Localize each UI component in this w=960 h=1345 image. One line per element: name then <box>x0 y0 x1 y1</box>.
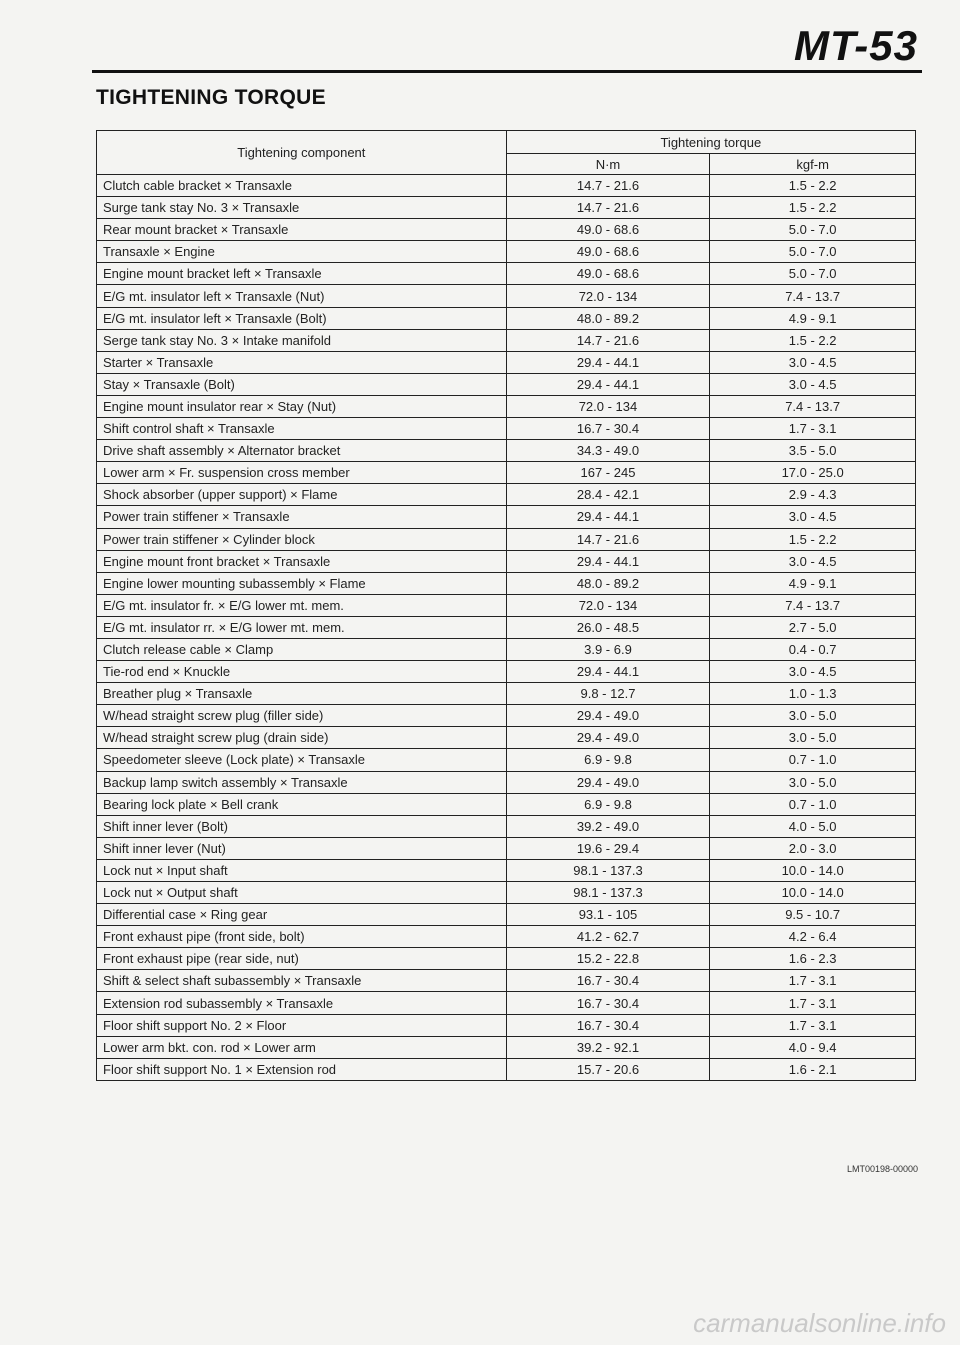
component-cell: W/head straight screw plug (drain side) <box>97 727 507 749</box>
nm-cell: 29.4 - 44.1 <box>506 661 710 683</box>
header-kgfm: kgf-m <box>710 154 916 175</box>
component-cell: Engine lower mounting subassembly × Flame <box>97 572 507 594</box>
component-cell: Engine mount front bracket × Transaxle <box>97 550 507 572</box>
table-row <box>97 793 916 815</box>
nm-cell: 41.2 - 62.7 <box>506 926 710 948</box>
nm-cell: 14.7 - 21.6 <box>506 528 710 550</box>
watermark: carmanualsonline.info <box>693 1308 946 1338</box>
header-torque: Tightening torque <box>506 131 915 154</box>
nm-cell: 49.0 - 68.6 <box>506 241 710 263</box>
torque-table <box>96 130 916 1081</box>
nm-cell: 34.3 - 49.0 <box>506 440 710 462</box>
kgfm-cell: 10.0 - 14.0 <box>710 882 916 904</box>
kgfm-cell: 5.0 - 7.0 <box>710 219 916 241</box>
table-row <box>97 683 916 705</box>
table-row <box>97 661 916 683</box>
table-row <box>97 638 916 660</box>
nm-cell: 29.4 - 44.1 <box>506 373 710 395</box>
component-cell: Bearing lock plate × Bell crank <box>97 793 507 815</box>
component-cell: Clutch cable bracket × Transaxle <box>97 175 507 197</box>
component-cell: Backup lamp switch assembly × Transaxle <box>97 771 507 793</box>
kgfm-cell: 2.7 - 5.0 <box>710 616 916 638</box>
table-row <box>97 219 916 241</box>
kgfm-cell: 3.0 - 4.5 <box>710 661 916 683</box>
kgfm-cell: 1.0 - 1.3 <box>710 683 916 705</box>
kgfm-cell: 4.9 - 9.1 <box>710 572 916 594</box>
table-row <box>97 727 916 749</box>
table-row <box>97 395 916 417</box>
component-cell: Power train stiffener × Cylinder block <box>97 528 507 550</box>
nm-cell: 29.4 - 44.1 <box>506 506 710 528</box>
figure-code: LMT00198-00000 <box>846 1164 918 1174</box>
table-row <box>97 329 916 351</box>
nm-cell: 93.1 - 105 <box>506 904 710 926</box>
kgfm-cell: 5.0 - 7.0 <box>710 241 916 263</box>
table-row <box>97 837 916 859</box>
header-nm: N·m <box>506 154 710 175</box>
kgfm-cell: 3.0 - 4.5 <box>710 506 916 528</box>
nm-cell: 39.2 - 92.1 <box>506 1036 710 1058</box>
kgfm-cell: 3.0 - 4.5 <box>710 550 916 572</box>
table-row <box>97 594 916 616</box>
nm-cell: 28.4 - 42.1 <box>506 484 710 506</box>
table-body <box>97 175 916 1081</box>
component-cell: Lock nut × Input shaft <box>97 859 507 881</box>
kgfm-cell: 3.0 - 4.5 <box>710 373 916 395</box>
component-cell: Surge tank stay No. 3 × Transaxle <box>97 197 507 219</box>
kgfm-cell: 0.4 - 0.7 <box>710 638 916 660</box>
component-cell: Lower arm × Fr. suspension cross member <box>97 462 507 484</box>
kgfm-cell: 1.6 - 2.1 <box>710 1058 916 1080</box>
nm-cell: 29.4 - 49.0 <box>506 727 710 749</box>
nm-cell: 72.0 - 134 <box>506 395 710 417</box>
component-cell: Speedometer sleeve (Lock plate) × Transaxle <box>97 749 507 771</box>
table-row <box>97 351 916 373</box>
nm-cell: 3.9 - 6.9 <box>506 638 710 660</box>
table-row <box>97 528 916 550</box>
table-row <box>97 616 916 638</box>
kgfm-cell: 1.5 - 2.2 <box>710 329 916 351</box>
component-cell: Front exhaust pipe (rear side, nut) <box>97 948 507 970</box>
table-row <box>97 749 916 771</box>
table-row <box>97 1036 916 1058</box>
nm-cell: 16.7 - 30.4 <box>506 418 710 440</box>
component-cell: Floor shift support No. 2 × Floor <box>97 1014 507 1036</box>
kgfm-cell: 5.0 - 7.0 <box>710 263 916 285</box>
table-row <box>97 815 916 837</box>
table-row <box>97 263 916 285</box>
kgfm-cell: 4.9 - 9.1 <box>710 307 916 329</box>
nm-cell: 29.4 - 44.1 <box>506 351 710 373</box>
table-row <box>97 882 916 904</box>
kgfm-cell: 2.9 - 4.3 <box>710 484 916 506</box>
kgfm-cell: 1.7 - 3.1 <box>710 1014 916 1036</box>
table-row <box>97 904 916 926</box>
nm-cell: 48.0 - 89.2 <box>506 307 710 329</box>
kgfm-cell: 17.0 - 25.0 <box>710 462 916 484</box>
component-cell: Tie-rod end × Knuckle <box>97 661 507 683</box>
component-cell: Breather plug × Transaxle <box>97 683 507 705</box>
nm-cell: 167 - 245 <box>506 462 710 484</box>
kgfm-cell: 1.5 - 2.2 <box>710 175 916 197</box>
nm-cell: 48.0 - 89.2 <box>506 572 710 594</box>
nm-cell: 6.9 - 9.8 <box>506 793 710 815</box>
component-cell: Engine mount bracket left × Transaxle <box>97 263 507 285</box>
table-row <box>97 484 916 506</box>
kgfm-cell: 3.0 - 5.0 <box>710 771 916 793</box>
table-row <box>97 771 916 793</box>
kgfm-cell: 9.5 - 10.7 <box>710 904 916 926</box>
nm-cell: 16.7 - 30.4 <box>506 992 710 1014</box>
kgfm-cell: 3.5 - 5.0 <box>710 440 916 462</box>
nm-cell: 39.2 - 49.0 <box>506 815 710 837</box>
nm-cell: 29.4 - 44.1 <box>506 550 710 572</box>
nm-cell: 6.9 - 9.8 <box>506 749 710 771</box>
nm-cell: 72.0 - 134 <box>506 594 710 616</box>
nm-cell: 16.7 - 30.4 <box>506 970 710 992</box>
table-row <box>97 992 916 1014</box>
component-cell: E/G mt. insulator left × Transaxle (Nut) <box>97 285 507 307</box>
page-number: MT-53 <box>793 22 918 69</box>
kgfm-cell: 1.5 - 2.2 <box>710 197 916 219</box>
component-cell: Starter × Transaxle <box>97 351 507 373</box>
table-row <box>97 1014 916 1036</box>
component-cell: Lower arm bkt. con. rod × Lower arm <box>97 1036 507 1058</box>
table-row <box>97 1058 916 1080</box>
component-cell: Transaxle × Engine <box>97 241 507 263</box>
header-rule <box>92 70 922 73</box>
component-cell: E/G mt. insulator fr. × E/G lower mt. mem. <box>97 594 507 616</box>
table-header-row <box>97 131 916 154</box>
table-row <box>97 285 916 307</box>
component-cell: Power train stiffener × Transaxle <box>97 506 507 528</box>
table-row <box>97 572 916 594</box>
component-cell: Shift control shaft × Transaxle <box>97 418 507 440</box>
table-row <box>97 175 916 197</box>
nm-cell: 9.8 - 12.7 <box>506 683 710 705</box>
component-cell: Shock absorber (upper support) × Flame <box>97 484 507 506</box>
component-cell: Clutch release cable × Clamp <box>97 638 507 660</box>
kgfm-cell: 7.4 - 13.7 <box>710 594 916 616</box>
component-cell: Shift inner lever (Nut) <box>97 837 507 859</box>
component-cell: Drive shaft assembly × Alternator bracket <box>97 440 507 462</box>
component-cell: Front exhaust pipe (front side, bolt) <box>97 926 507 948</box>
nm-cell: 29.4 - 49.0 <box>506 705 710 727</box>
component-cell: E/G mt. insulator rr. × E/G lower mt. mem. <box>97 616 507 638</box>
kgfm-cell: 4.2 - 6.4 <box>710 926 916 948</box>
component-cell: Differential case × Ring gear <box>97 904 507 926</box>
kgfm-cell: 7.4 - 13.7 <box>710 285 916 307</box>
table-row <box>97 373 916 395</box>
kgfm-cell: 0.7 - 1.0 <box>710 749 916 771</box>
component-cell: Shift & select shaft subassembly × Transaxle <box>97 970 507 992</box>
nm-cell: 98.1 - 137.3 <box>506 882 710 904</box>
nm-cell: 14.7 - 21.6 <box>506 329 710 351</box>
kgfm-cell: 3.0 - 4.5 <box>710 351 916 373</box>
kgfm-cell: 4.0 - 5.0 <box>710 815 916 837</box>
kgfm-cell: 3.0 - 5.0 <box>710 727 916 749</box>
kgfm-cell: 10.0 - 14.0 <box>710 859 916 881</box>
nm-cell: 98.1 - 137.3 <box>506 859 710 881</box>
component-cell: Extension rod subassembly × Transaxle <box>97 992 507 1014</box>
table-row <box>97 241 916 263</box>
component-cell: Stay × Transaxle (Bolt) <box>97 373 507 395</box>
component-cell: Rear mount bracket × Transaxle <box>97 219 507 241</box>
nm-cell: 15.7 - 20.6 <box>506 1058 710 1080</box>
table-row <box>97 948 916 970</box>
nm-cell: 14.7 - 21.6 <box>506 197 710 219</box>
table-row <box>97 307 916 329</box>
component-cell: Lock nut × Output shaft <box>97 882 507 904</box>
component-cell: Floor shift support No. 1 × Extension rod <box>97 1058 507 1080</box>
nm-cell: 29.4 - 49.0 <box>506 771 710 793</box>
kgfm-cell: 1.7 - 3.1 <box>710 970 916 992</box>
table-row <box>97 970 916 992</box>
kgfm-cell: 7.4 - 13.7 <box>710 395 916 417</box>
table-row <box>97 197 916 219</box>
component-cell: Engine mount insulator rear × Stay (Nut) <box>97 395 507 417</box>
nm-cell: 15.2 - 22.8 <box>506 948 710 970</box>
kgfm-cell: 1.5 - 2.2 <box>710 528 916 550</box>
table-row <box>97 550 916 572</box>
nm-cell: 26.0 - 48.5 <box>506 616 710 638</box>
table-row <box>97 418 916 440</box>
table-row <box>97 506 916 528</box>
nm-cell: 49.0 - 68.6 <box>506 263 710 285</box>
nm-cell: 16.7 - 30.4 <box>506 1014 710 1036</box>
kgfm-cell: 1.7 - 3.1 <box>710 992 916 1014</box>
table-row <box>97 705 916 727</box>
kgfm-cell: 4.0 - 9.4 <box>710 1036 916 1058</box>
table-row <box>97 462 916 484</box>
component-cell: Shift inner lever (Bolt) <box>97 815 507 837</box>
component-cell: E/G mt. insulator left × Transaxle (Bolt) <box>97 307 507 329</box>
kgfm-cell: 2.0 - 3.0 <box>710 837 916 859</box>
table-row <box>97 859 916 881</box>
nm-cell: 49.0 - 68.6 <box>506 219 710 241</box>
kgfm-cell: 3.0 - 5.0 <box>710 705 916 727</box>
component-cell: Serge tank stay No. 3 × Intake manifold <box>97 329 507 351</box>
kgfm-cell: 1.6 - 2.3 <box>710 948 916 970</box>
nm-cell: 19.6 - 29.4 <box>506 837 710 859</box>
table-row <box>97 926 916 948</box>
kgfm-cell: 1.7 - 3.1 <box>710 418 916 440</box>
kgfm-cell: 0.7 - 1.0 <box>710 793 916 815</box>
section-title: TIGHTENING TORQUE <box>96 86 326 109</box>
table-row <box>97 440 916 462</box>
component-cell: W/head straight screw plug (filler side) <box>97 705 507 727</box>
nm-cell: 72.0 - 134 <box>506 285 710 307</box>
nm-cell: 14.7 - 21.6 <box>506 175 710 197</box>
header-component: Tightening component <box>97 131 507 175</box>
